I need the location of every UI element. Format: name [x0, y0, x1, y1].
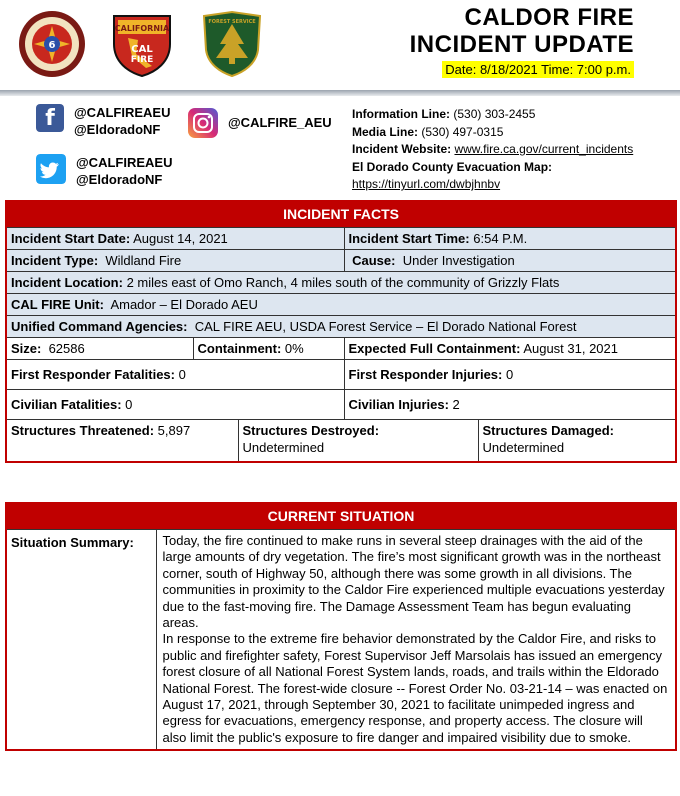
- fr-fatalities-cell: [6, 360, 344, 390]
- twitter-icon: [36, 154, 66, 184]
- forest-service-shield-icon: [198, 10, 266, 78]
- evac-row: [352, 159, 672, 177]
- full-containment-label: Expected Full Containment:: [348, 341, 521, 356]
- situation-paragraph-1: Today, the fire continued to make runs in several steep drainages with the aid of the large amounts of dry vegetation. The fire’s most significant growth was in the northeast corner, south of Highway 50, although there was some growth in all divisions. The communities in proximity to the Caldor Fire experienced multiple evacuations yesterday due to the fast-moving fire. The Damage Assessment Team has begun evaluating areas.: [162, 533, 665, 631]
- svg-text:CAL: CAL: [131, 44, 153, 55]
- location-label: Incident Location:: [11, 275, 123, 290]
- start-date-value: August 14, 2021: [133, 231, 228, 246]
- fr-injuries-cell: [344, 360, 676, 390]
- damaged-cell: [478, 420, 676, 462]
- header-divider: [0, 90, 680, 96]
- containment-cell: [193, 338, 344, 360]
- cause-label: Cause:: [352, 253, 396, 268]
- full-containment-cell: [344, 338, 676, 360]
- unit-cell: [6, 294, 676, 316]
- fr-injuries-value: 0: [506, 367, 514, 382]
- facebook-handle-1[interactable]: @CALFIREAEU: [74, 105, 171, 120]
- facts-row-size: [6, 338, 676, 360]
- title-line-1: CALDOR FIRE: [464, 4, 634, 31]
- location-value: 2 miles east of Omo Ranch, 4 miles south of the community of Grizzly Flats: [126, 275, 560, 290]
- location-cell: [6, 272, 676, 294]
- containment-label: Containment:: [197, 341, 282, 356]
- threatened-value: 5,897: [157, 423, 191, 438]
- twitter-entry[interactable]: [36, 154, 172, 188]
- svg-text:FIRE: FIRE: [130, 55, 154, 65]
- start-time-value: 6:54 P.M.: [473, 231, 528, 246]
- logo-row: [18, 10, 266, 78]
- date-time-highlight: Date: 8/18/2021 Time: 7:00 p.m.: [442, 61, 634, 78]
- destroyed-cell: [238, 420, 478, 462]
- twitter-handle-1[interactable]: @CALFIREAEU: [76, 155, 173, 170]
- threatened-label: Structures Threatened:: [11, 423, 155, 438]
- civ-injuries-label: Civilian Injuries:: [348, 397, 449, 412]
- svg-text:6: 6: [48, 40, 56, 51]
- situation-paragraph-2: In response to the extreme fire behavior demonstrated by the Caldor Fire, and risks to public and firefighter safety, Forest Supervisor Jeff Marsolais has issued an emergency forest closure of all National Forest System lands, roads, and trails within the Eldorado National Forest. The forest-wide closure -- Forest Order No. 03-21-14 – was enacted on August 17, 2021, through September 30, 2021 to facilitate unimpeded ingress and egress for evacuations, emergency response, and property access. The closure will also limit the public's exposure to fire danger and impaired visibility due to smoke.: [162, 631, 668, 745]
- size-label: Size:: [11, 341, 42, 356]
- current-situation-table: [5, 502, 677, 751]
- page-header: [0, 0, 680, 92]
- type-cell: [6, 250, 344, 272]
- facebook-handle-2[interactable]: @EldoradoNF: [74, 122, 161, 137]
- destroyed-value: Undetermined: [242, 440, 325, 455]
- situation-row: [6, 530, 676, 751]
- facts-row-start: [6, 228, 676, 250]
- type-label: Incident Type:: [11, 253, 99, 268]
- start-date-label: Incident Start Date:: [11, 231, 131, 246]
- current-situation-heading: CURRENT SITUATION: [6, 503, 676, 530]
- incident-facts-table: [5, 200, 677, 463]
- instagram-entry[interactable]: [188, 108, 332, 138]
- cause-value: Under Investigation: [402, 253, 515, 268]
- media-line-row: [352, 124, 672, 142]
- twitter-handles: [76, 154, 172, 188]
- info-line-label: Information Line:: [352, 107, 450, 121]
- damaged-value: Undetermined: [482, 440, 565, 455]
- size-value: 62586: [48, 341, 85, 356]
- type-value: Wildland Fire: [105, 253, 182, 268]
- agencies-label: Unified Command Agencies:: [11, 319, 188, 334]
- evac-map-link[interactable]: https://tinyurl.com/dwbjhnbv: [352, 177, 501, 191]
- eldorado-aeu-badge-icon: [18, 10, 86, 78]
- instagram-handle[interactable]: @CALFIRE_AEU: [228, 115, 332, 130]
- cause-cell: [344, 250, 676, 272]
- full-containment-value: August 31, 2021: [523, 341, 619, 356]
- situation-summary-label: Situation Summary:: [6, 530, 156, 751]
- evac-link-row: [352, 176, 672, 194]
- incident-facts-heading: INCIDENT FACTS: [6, 201, 676, 228]
- facts-row-fr: [6, 360, 676, 390]
- civ-fatalities-label: Civilian Fatalities:: [11, 397, 122, 412]
- start-time-cell: [344, 228, 676, 250]
- instagram-icon: [188, 108, 218, 138]
- civ-fatalities-cell: [6, 390, 344, 420]
- situation-summary-text: [156, 530, 676, 751]
- contact-info: [352, 106, 672, 194]
- facts-row-location: [6, 272, 676, 294]
- website-row: [352, 141, 672, 159]
- fr-injuries-label: First Responder Injuries:: [348, 367, 503, 382]
- unit-label: CAL FIRE Unit:: [11, 297, 104, 312]
- social-links: [36, 104, 356, 194]
- containment-value: 0%: [284, 341, 304, 356]
- unit-value: Amador – El Dorado AEU: [110, 297, 258, 312]
- agencies-cell: [6, 316, 676, 338]
- facts-row-civ: [6, 390, 676, 420]
- facts-row-structures: [6, 420, 676, 462]
- website-label: Incident Website:: [352, 142, 452, 156]
- civ-injuries-value: 2: [452, 397, 460, 412]
- facts-row-agencies: [6, 316, 676, 338]
- media-line-value: (530) 497-0315: [421, 124, 504, 139]
- civ-injuries-cell: [344, 390, 676, 420]
- damaged-label: Structures Damaged:: [482, 423, 614, 438]
- facebook-icon: f: [36, 104, 64, 132]
- cal-fire-shield-icon: [108, 10, 176, 78]
- website-link[interactable]: www.fire.ca.gov/current_incidents: [454, 142, 634, 156]
- svg-text:FOREST SERVICE: FOREST SERVICE: [208, 19, 256, 25]
- facts-row-type: [6, 250, 676, 272]
- title-line-2: INCIDENT UPDATE: [409, 31, 634, 58]
- destroyed-label: Structures Destroyed:: [242, 423, 380, 438]
- fr-fatalities-label: First Responder Fatalities:: [11, 367, 175, 382]
- facebook-handles: [74, 104, 170, 138]
- info-line-value: (530) 303-2455: [453, 107, 536, 121]
- start-time-label: Incident Start Time:: [348, 231, 470, 246]
- facebook-entry[interactable]: [36, 104, 170, 138]
- agencies-value: CAL FIRE AEU, USDA Forest Service – El Dorado National Forest: [194, 319, 577, 334]
- media-line-label: Media Line:: [352, 124, 419, 139]
- svg-text:CALIFORNIA: CALIFORNIA: [114, 24, 170, 33]
- civ-fatalities-value: 0: [125, 397, 133, 412]
- evac-label: El Dorado County Evacuation Map:: [352, 159, 553, 174]
- start-date-cell: [6, 228, 344, 250]
- info-line-row: [352, 106, 672, 124]
- title-block: [410, 4, 634, 78]
- fr-fatalities-value: 0: [178, 367, 186, 382]
- facts-row-unit: [6, 294, 676, 316]
- size-cell: [6, 338, 193, 360]
- twitter-handle-2[interactable]: @EldoradoNF: [76, 172, 163, 187]
- threatened-cell: [6, 420, 238, 462]
